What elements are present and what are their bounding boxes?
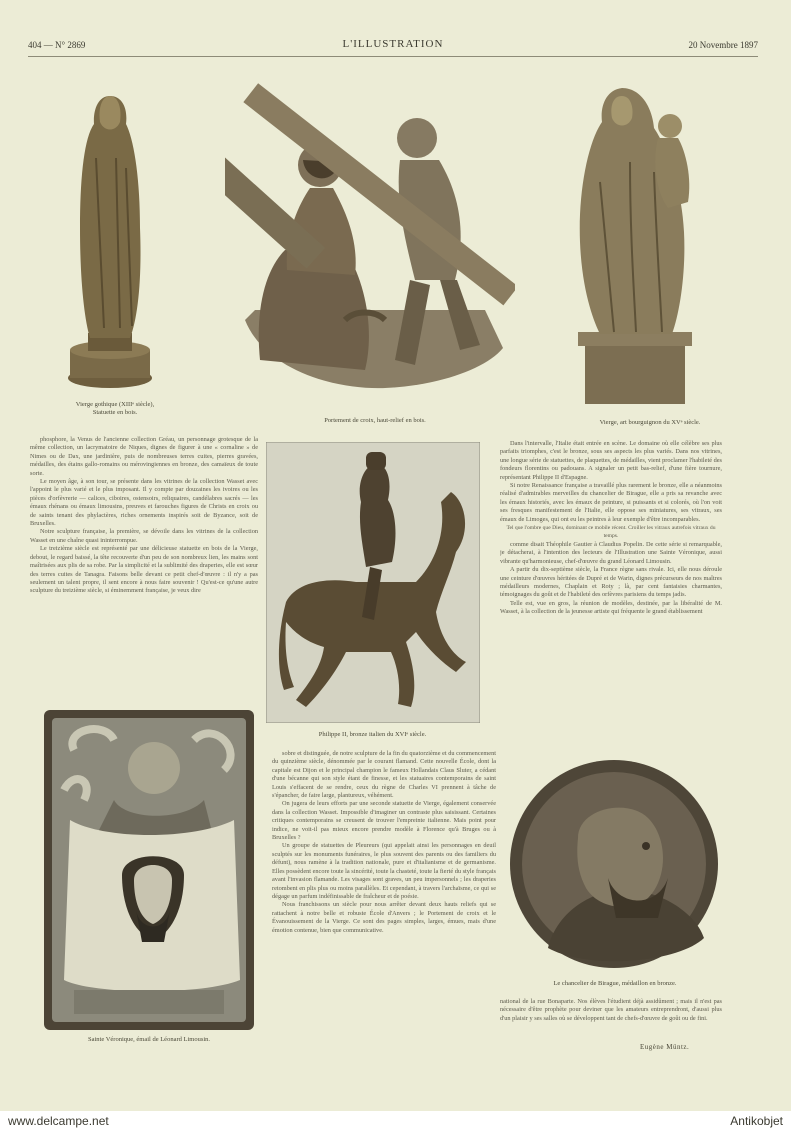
caption-fig5: Sainte Véronique, émail de Léonard Limousin. <box>87 1036 211 1043</box>
author-signature: Eugène Müntz. <box>640 1043 690 1051</box>
text-column-right-upper <box>500 440 722 776</box>
text-column-right-lower <box>500 998 722 1042</box>
figure-burgundian-virgin <box>570 82 700 410</box>
caption-fig2: Portement de croix, haut-relief en bois. <box>324 417 426 424</box>
journal-title: L'ILLUSTRATION <box>342 38 444 50</box>
paragraph: national de la rue Bonaparte. Nos élèves l'étudient déjà assidûment ; mais il n'est pas nécessaire d'être prophète pour deviner que les amateurs entreprendront, d'aussi plus d'un plaisir y ses salles où se développent tant de chefs-d'œuvre de goût ou de fini. <box>500 998 722 1022</box>
caption-fig1: Vierge gothique (XIIIᵉ siècle), Statuette en bois. <box>75 401 155 416</box>
paragraph: On jugera de leurs efforts par une seconde statuette de Vierge, également conservée dans la collection Wasset. Impossible d'imaginer un contraste plus saisissant. Certaines critiques contemporains se creusent de trouver l'empreinte italienne. Mais point pour indice, ne voit-il pas mieux encore prendre modèle à Florence qu'à Bruges ou à Bruxelles ? <box>272 800 496 842</box>
text-column-middle <box>272 750 496 1035</box>
paragraph: Un groupe de statuettes de Pleureurs (qui appelait ainsi les personnages en deuil sculptés sur les monuments funéraires, le plus souvent des parents ou des familiers du défunt), nous ramène à la tradition nationale, pure et d'italianisme et de germanisme. Elles possèdent encore toute la sincérité, toute la chasteté, toute la fierté du style français avant l'invasion flamande. Les visages sont graves, un peu impersonnels ; les draperies retombent en plis plus ou moins parallèles. Et cependant, à travers l'archaïsme, ce qui se dégage un parfum indéfinissable de fraîcheur et de poésie. <box>272 842 496 900</box>
page-number-issue: 404 — N° 2869 <box>28 40 86 50</box>
text-column-left <box>30 436 258 698</box>
figure-philippe-ii-bronze <box>266 442 480 723</box>
paragraph: sobre et distinguée, de notre sculpture de la fin du quatorzième et du commencement du quinzième siècle, dénommée par le courant flamand. Cette nouvelle École, dont la capitale est Dijon et le principal champion le fameux Hollandais Claus Sluter, a cédant d'une bécanne qui son style étant de finesse, et les statuaires contemporains de saint Louis s'effacent de se rendre, ceux du règne de Charles VI prennent à tâche de s'épancher, de faire large, plantureux, véhément. <box>272 750 496 800</box>
paragraph: Nous franchissons un siècle pour nous arrêter devant deux hauts reliefs qui se rattachent à notre belle et robuste École d'Anvers ; le Portement de croix et le Évanouissement de la Vierge. Ce sont des pages simples, larges, émues, mais d'une émotion contenue, bien que communicative. <box>272 901 496 934</box>
paragraph: Le moyen âge, à son tour, se présente dans les vitrines de la collection Wasset avec l'appoint le plus varié et le plus imposant. Il y compte par douzaines les ivoires ou les pièces d'orfèvrerie — calices, ciboires, ostensoirs, reliquaires, candélabres sacrés — les émaux rhénans ou émaux limousins, preuves et farouches figures de Christs en croix ou de saints tenant des phylactères, riches ornements inspirés soit de Byzance, soit de Bruxelles. <box>30 478 258 528</box>
quote: Tel que l'ombre que Dieu, dominant ce mobile récent. Croiller les vitraux autrefois vitraux du temps. <box>506 525 716 540</box>
paragraph: Si notre Renaissance française a travaillé plus rarement le bronze, elle a néanmoins réalisé d'admirables merveilles du chancelier de Birague, elle a pris sa revanche avec les émaux historiés, avec les émaux de peinture, si puissants et si colorés, où l'on voit ses fresques manifestement de l'Italie, elle oppose ses miniatures, ses vitraux, ses émaux de Limoges, qui ont eu les peintres à leur exemple d'être incomparables. <box>500 482 722 523</box>
paragraph: phosphore, la Venus de l'ancienne collection Gréau, un personnage grotesque de la même collection, un lacrymatoire de Niques, dignes de figurer à une « cornaline » de Nimes ou de Dax, une jardinière, puis de nombreuses terres cuites, pierres gravées, médailles, des étains gallo-romains ou mérovingiennes en bronze, des camaïeux de toute sorte. <box>30 436 258 477</box>
paragraph: Telle est, vue en gros, la réunion de modèles, destinée, par la libéralité de M. Wasset, à la collection de la jeunesse artiste qui fréquente le grand établissement <box>500 599 722 616</box>
figure-portement-de-croix <box>225 70 515 400</box>
paragraph: Dans l'intervalle, l'Italie était entrée en scène. Le domaine où elle célèbre ses plus parfaits triomphes, c'est le bronze, sous ses aspects les plus variés. Dans nos vitrines, une longue série de statuettes, de plaquettes, de médailles, vient proclamer l'habileté des fondeurs florentins ou padouans. A signaler un petit bas-relief, d'une fière tournure, représentant Philippe II d'Espagne. <box>500 440 722 481</box>
page-header <box>28 38 758 54</box>
watermark-right[interactable]: Antikobjet <box>730 1114 783 1128</box>
paragraph: Notre sculpture française, la première, se dévoile dans les vitrines de la collection Wasset en une chaîne quasi ininterrompue. <box>30 528 258 544</box>
figure-sainte-veronique <box>44 710 254 1030</box>
issue-date: 20 Novembre 1897 <box>688 40 758 50</box>
figure-birague-medallion <box>508 758 720 970</box>
paragraph: comme disait Théophile Gautier à Claudius Popelin. De cette série si remarquable, je détacherai, à l'intention des lecteurs de l'Illustration une Sainte Véronique, aussi vibrante qu'harmonieuse, chef-d'œuvre du grand Léonard Limousin. <box>500 540 722 565</box>
caption-fig3: Vierge, art bourguignon du XVᵉ siècle. <box>599 419 701 426</box>
paragraph: A partir du dix-septième siècle, la France règne sans rivale. Ici, elle nous déroule une ceinture d'œuvres héritées de Dupré et de Warin, dignes précurseurs de nos maîtres médailleurs modernes, Chaplain et Roty ; là, par cent fantaisies charmantes, témoignages du goût et de l'habileté des orfèvres parisiens du temps jadis. <box>500 566 722 599</box>
figure-gothic-virgin <box>60 88 160 393</box>
watermark-left[interactable]: www.delcampe.net <box>8 1114 109 1128</box>
watermark-bar <box>0 1111 791 1132</box>
caption-fig6: Le chancelier de Birague, médaillon en bronze. <box>553 980 677 987</box>
paragraph: Le treizième siècle est représenté par une délicieuse statuette en bois de la Vierge, debout, le regard baissé, la tête recouverte d'un peu de son nombreux lien, les mains sont maîtrisées aux plis de sa robe. Par la simplicité et la sublimité des draperies, elle est sœur des terres cuites de Tanagra. Faisons belle devant ce petit chef-d'œuvre : il n'y a pas seulement un talent propre, il sent encore à nous faire souvenir ! Qu'est-ce qu'une autre sculpture du treizième siècle, si éminemment française, je veux dire <box>30 545 258 595</box>
header-rule <box>28 56 758 57</box>
caption-fig4: Philippe II, bronze italien du XVIᵉ siècle. <box>318 731 427 738</box>
